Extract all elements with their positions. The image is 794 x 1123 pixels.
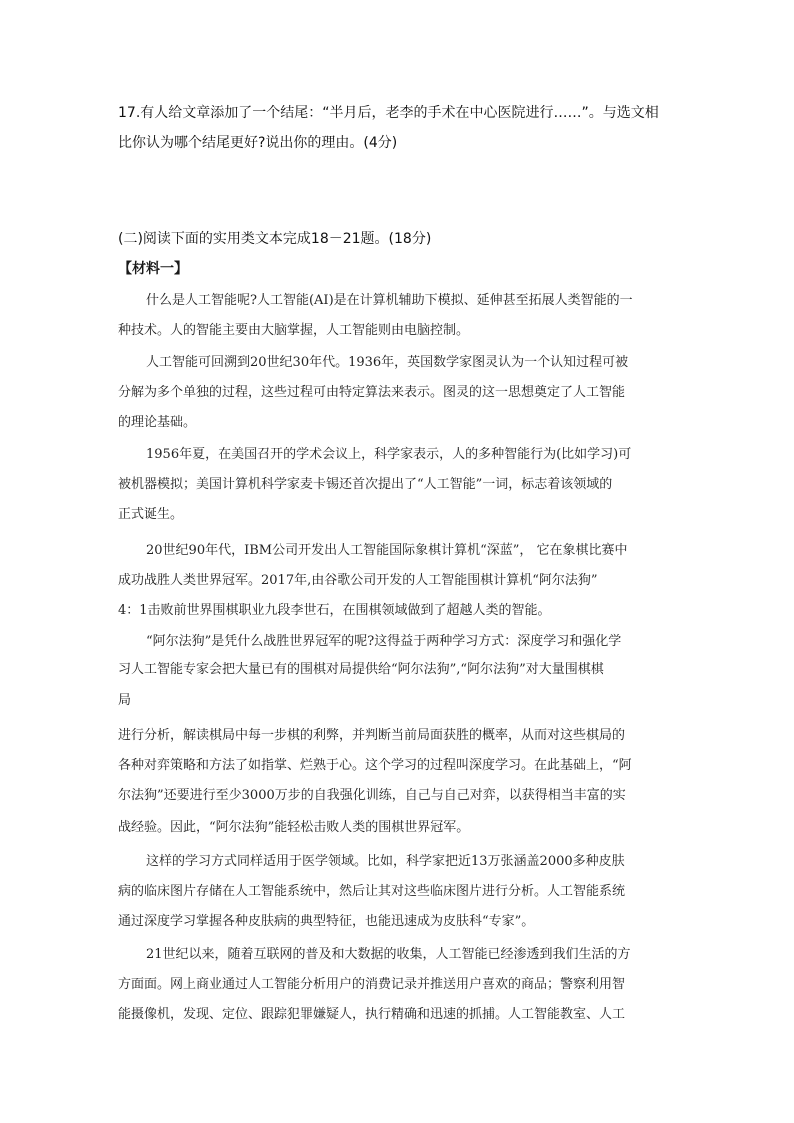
section-heading: (二)阅读下面的实用类文本完成18－21题。(18分) <box>118 231 432 247</box>
paragraph-3-line-2: 被机器模拟；美国计算机科学家麦卡锡还首次提出了“人工智能”一词，标志着该领域的 <box>118 477 613 492</box>
paragraph-6-line-1: 这样的学习方式同样适用于医学领域。比如，科学家把近13万张涵盖2000多种皮肤 <box>146 854 625 869</box>
paragraph-7-line-2: 方面面。网上商业通过人工智能分析用户的消费记录并推送用户喜欢的商品；警察利用智 <box>118 977 626 992</box>
paragraph-7-line-3: 能摄像机，发现、定位、跟踪犯罪嫌疑人，执行精确和迅速的抓捕。人工智能教室、人工 <box>118 1007 626 1022</box>
paragraph-3-line-3: 正式诞生。 <box>118 507 184 522</box>
question-17-line-2: 比你认为哪个结尾更好?说出你的理由。(4分) <box>118 135 398 151</box>
paragraph-1-line-2: 种技术。人的智能主要由大脑掌握，人工智能则由电脑控制。 <box>118 323 470 338</box>
paragraph-2-line-2: 分解为多个单独的过程，这些过程可由特定算法来表示。图灵的这一思想奠定了人工智能 <box>118 385 626 400</box>
paragraph-7-line-1: 21世纪以来，随着互联网的普及和大数据的收集，人工智能已经渗透到我们生活的方 <box>146 947 631 962</box>
paragraph-5-line-2: 习人工智能专家会把大量已有的围棋对局提供给“阿尔法狗”,“阿尔法狗”对大量围棋棋 <box>118 662 604 677</box>
paragraph-4-line-1: 20世纪90年代，IBM公司开发出人工智能国际象棋计算机“深蓝”， 它在象棋比赛中 <box>146 543 628 558</box>
paragraph-5-line-4: 进行分析，解读棋局中每一步棋的利弊，并判断当前局面获胜的概率，从而对这些棋局的 <box>118 728 626 743</box>
paragraph-1-line-1: 什么是人工智能呢?人工智能(AI)是在计算机辅助下模拟、延伸甚至拓展人类智能的一 <box>146 293 633 308</box>
paragraph-5-line-1: “阿尔法狗”是凭什么战胜世界冠军的呢?这得益于两种学习方式：深度学习和强化学 <box>146 634 622 649</box>
paragraph-4-line-2: 成功战胜人类世界冠军。2017年,由谷歌公司开发的人工智能围棋计算机“阿尔法狗” <box>118 573 598 588</box>
material-label: 【材料一】 <box>118 261 188 277</box>
paragraph-5-line-7: 战经验。因此，“阿尔法狗”能轻松击败人类的围棋世界冠军。 <box>118 820 470 835</box>
paragraph-2-line-1: 人工智能可回溯到20世纪30年代。1936年，英国数学家图灵认为一个认知过程可被 <box>146 355 629 370</box>
paragraph-5-line-5: 各种对弈策略和方法了如指掌、烂熟于心。这个学习的过程叫深度学习。在此基础上，“阿 <box>118 758 632 773</box>
paragraph-2-line-3: 的理论基础。 <box>118 415 197 430</box>
paragraph-6-line-2: 病的临床图片存储在人工智能系统中，然后让其对这些临床图片进行分析。人工智能系统 <box>118 884 626 899</box>
paragraph-6-line-3: 通过深度学习掌握各种皮肤病的典型特征，也能迅速成为皮肤科“专家”。 <box>118 914 535 929</box>
question-17-line-1: 17.有人给文章添加了一个结尾：“半月后，老李的手术在中心医院进行……”。与选文相 <box>118 105 659 121</box>
paragraph-5-line-6: 尔法狗”还要进行至少3000万步的自我强化训练，自己与自己对弈，以获得相当丰富的实 <box>118 788 626 803</box>
paragraph-5-line-3: 局 <box>118 693 132 708</box>
paragraph-3-line-1: 1956年夏，在美国召开的学术会议上，科学家表示，人的多种智能行为(比如学习)可 <box>146 447 632 462</box>
paragraph-4-line-3: 4：1击败前世界围棋职业九段李世石，在围棋领域做到了超越人类的智能。 <box>118 603 551 618</box>
